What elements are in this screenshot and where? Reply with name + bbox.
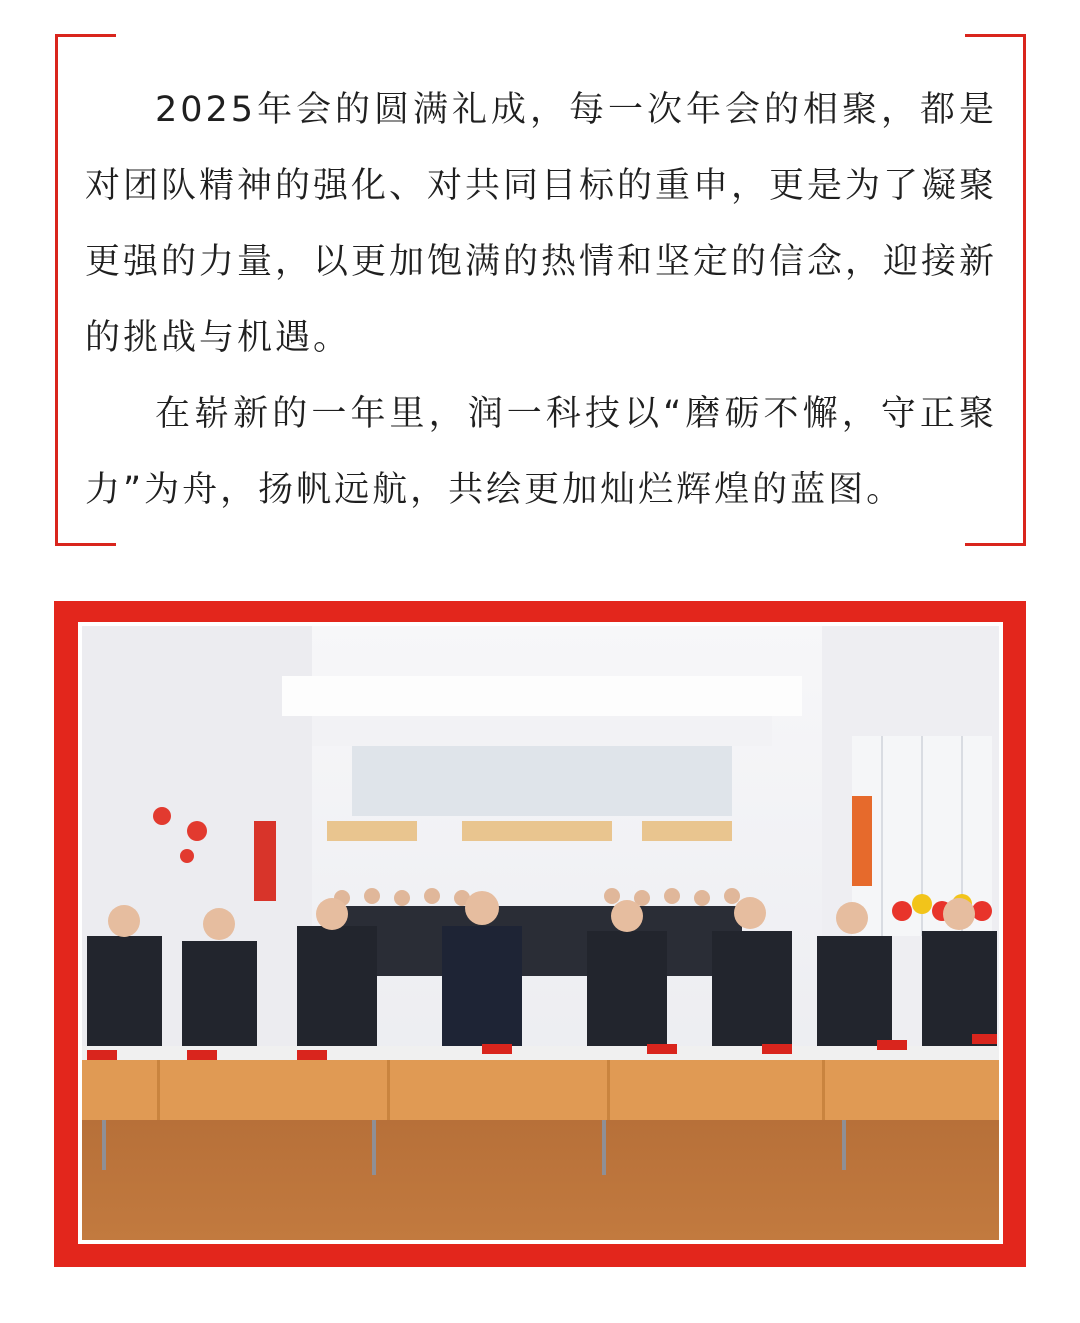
article-text <box>85 72 997 528</box>
paragraph-2: 在崭新的一年里，润一科技以“磨砺不懈，守正聚力”为舟，扬帆远航，共绘更加灿烂辉煌的蓝图。 <box>85 394 997 510</box>
photo-frame <box>54 601 1026 1267</box>
text-frame <box>55 34 1026 546</box>
paragraph-1: 2025年会的圆满礼成，每一次年会的相聚，都是对团队精神的强化、对共同目标的重申，更是为了凝聚更强的力量，以更加饱满的热情和坚定的信念，迎接新的挑战与机遇。 <box>85 90 998 358</box>
annual-meeting-photo <box>82 626 999 1240</box>
photo-border <box>78 622 1003 1244</box>
